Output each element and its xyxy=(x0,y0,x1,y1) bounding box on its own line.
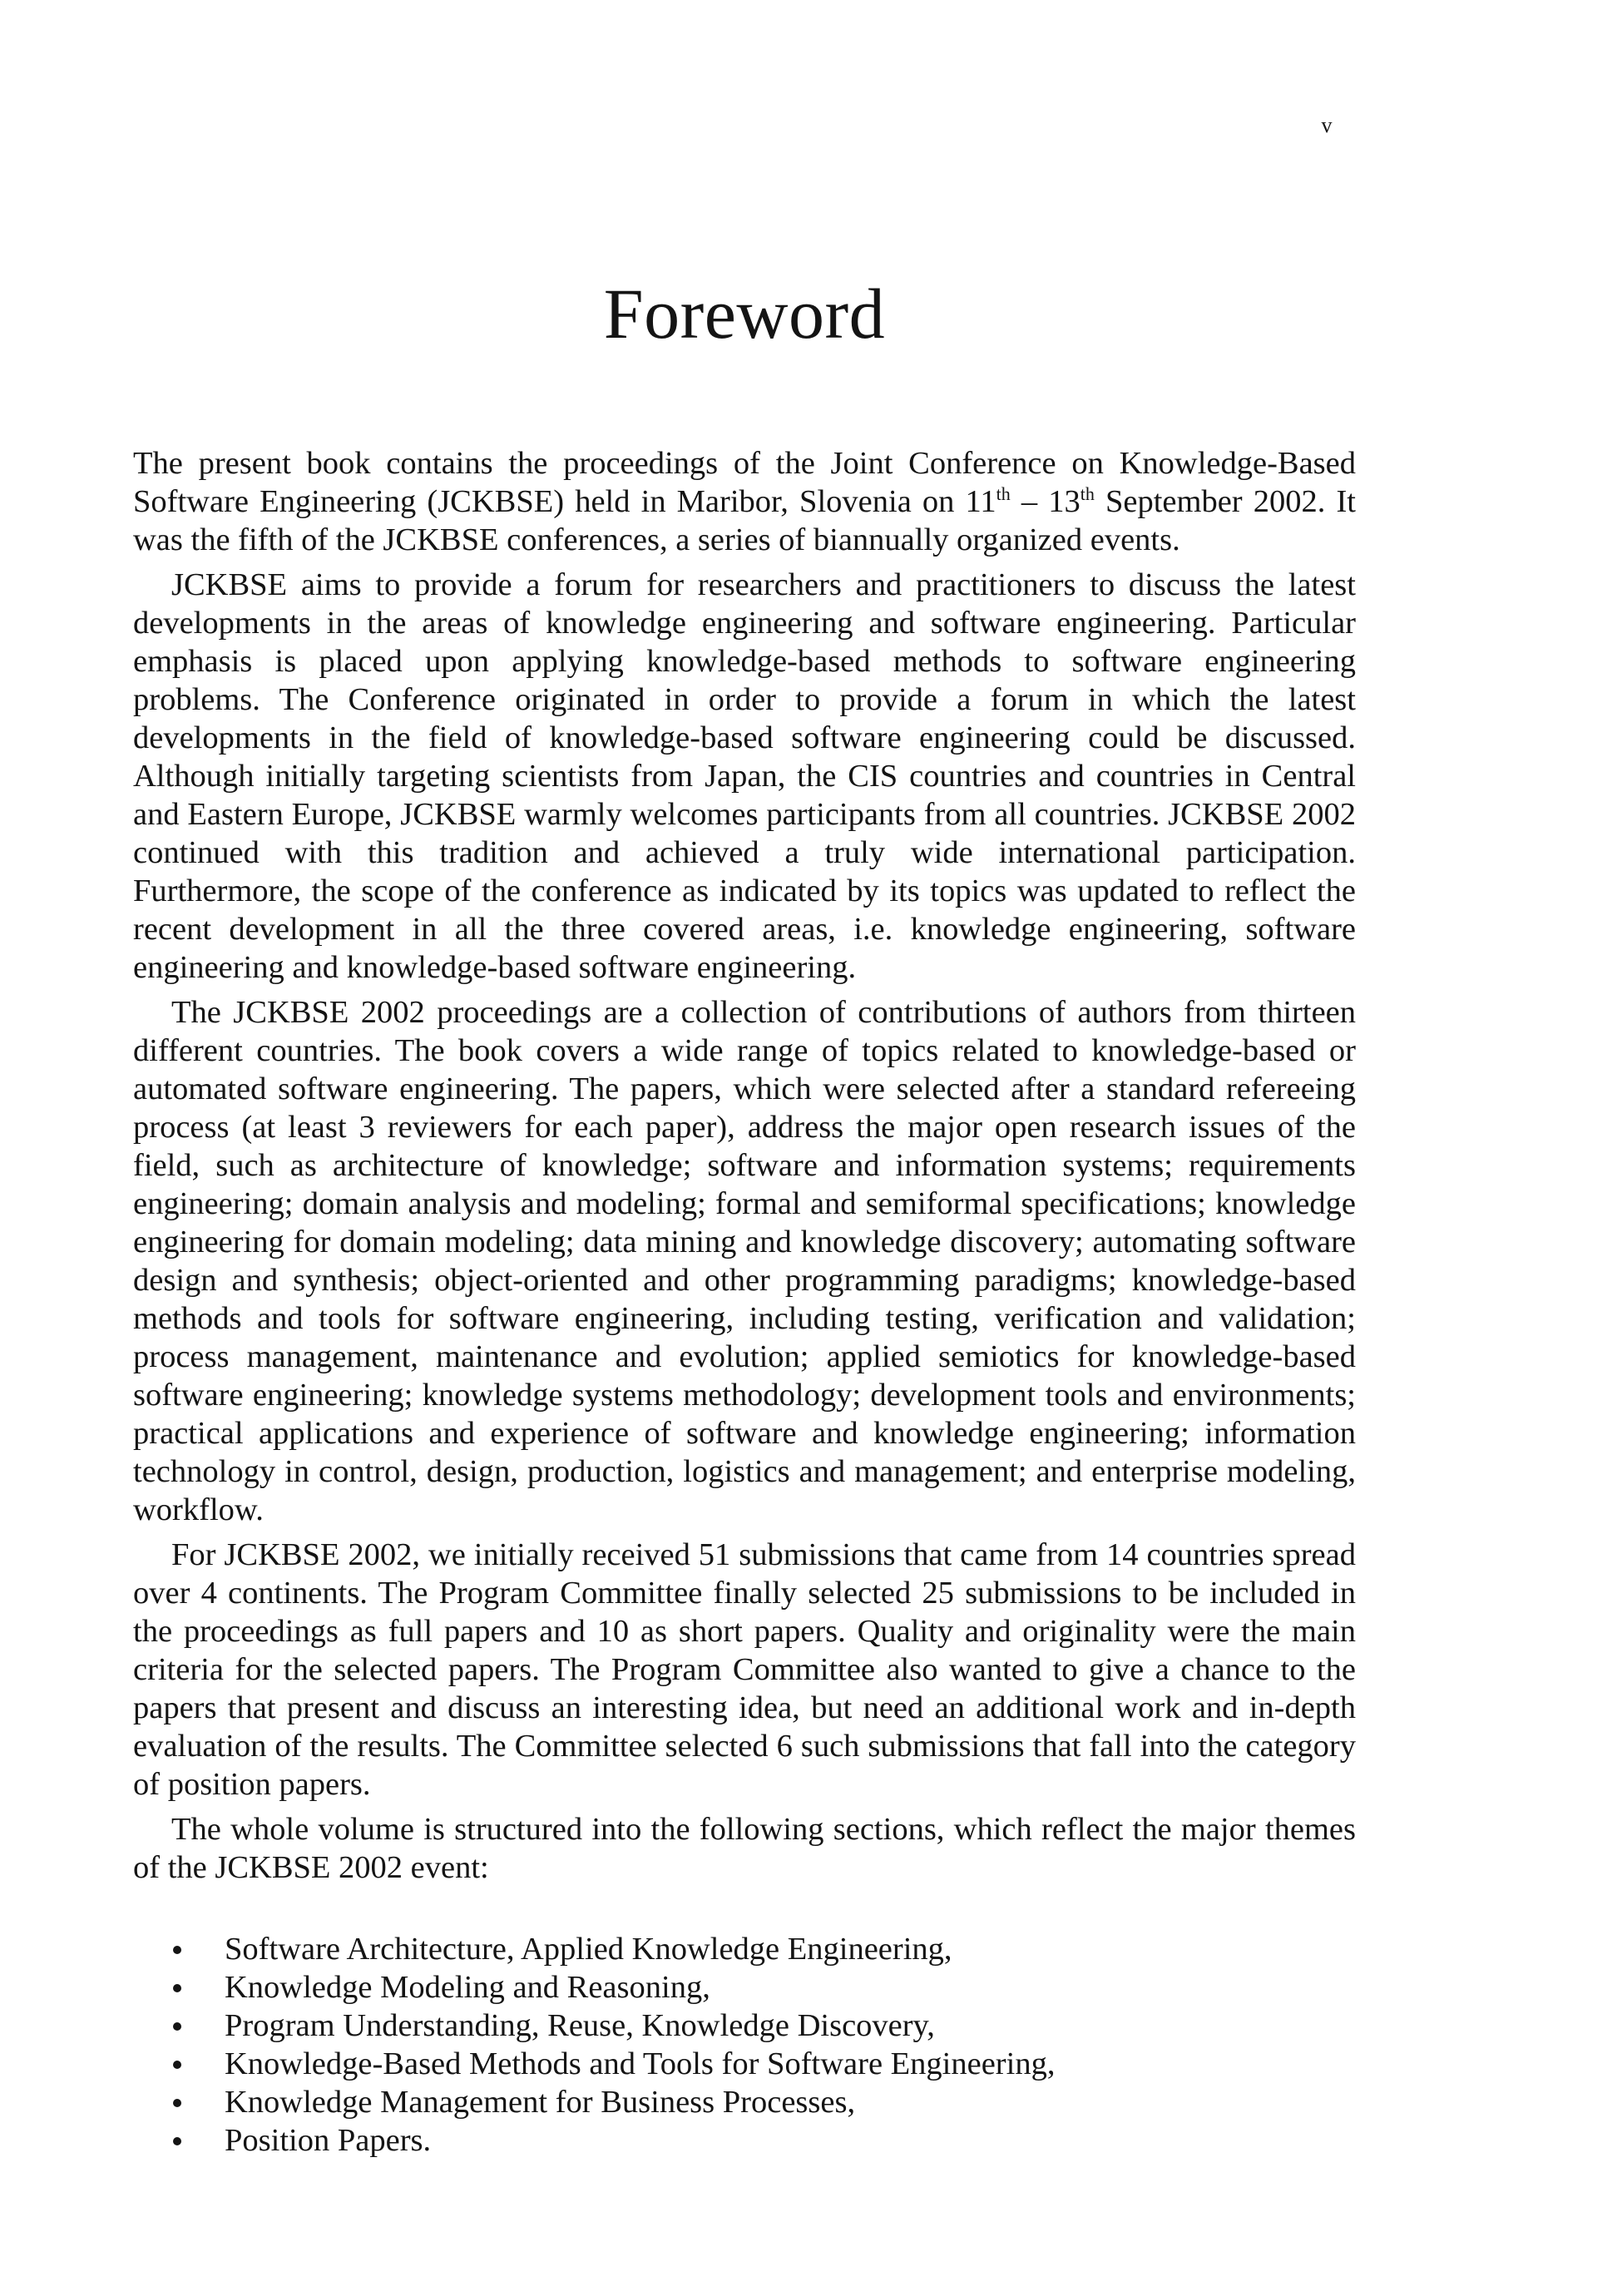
bullet-icon xyxy=(173,2022,181,2031)
paragraph-aims: JCKBSE aims to provide a forum for researchers and practitioners to discuss the latest developments in the areas of knowledge engineering and software engineering. Particular emphasis is placed upon applying knowledge-based methods to software engineering problems. The Conference originated in order to provide a forum in which the latest developments in the field of knowledge-based software engineering could be discussed. Although initially targeting scientists from Japan, the CIS countries and countries in Central and Eastern Europe, JCKBSE warmly welcomes participants from all countries. JCKBSE 2002 continued with this tradition and achieved a truly wide international participation. Furthermore, the scope of the conference as indicated by its topics was updated to reflect the recent development in all the three covered areas, i.e. knowledge engineering, software engineering and knowledge-based software engineering. xyxy=(133,567,1356,985)
section-label: Position Papers. xyxy=(225,2123,432,2158)
section-label: Knowledge Modeling and Reasoning, xyxy=(225,1970,710,2005)
paragraph-intro xyxy=(133,444,1356,559)
paragraph-intro-text-1: The present book contains the proceedings of the Joint Conference on Knowledge-Based Software Engineering (JCKBSE) held in Maribor, Slovenia on 11 xyxy=(133,446,1356,519)
page-title: Foreword xyxy=(603,274,886,354)
sections-list xyxy=(133,1930,1356,2160)
section-label: Knowledge-Based Methods and Tools for Software Engineering, xyxy=(225,2046,1056,2081)
list-item xyxy=(133,2083,1356,2121)
bullet-icon xyxy=(173,2061,181,2069)
superscript-th-1: th xyxy=(996,483,1011,504)
paragraph-intro-text-2: – 13 xyxy=(1010,484,1081,519)
list-item xyxy=(133,2121,1356,2160)
list-item xyxy=(133,1930,1356,1968)
list-item xyxy=(133,1968,1356,2007)
foreword-body xyxy=(133,444,1356,2160)
section-label: Program Understanding, Reuse, Knowledge Discovery, xyxy=(225,2008,935,2043)
section-label: Knowledge Management for Business Processes, xyxy=(225,2085,856,2120)
superscript-th-2: th xyxy=(1080,483,1095,504)
bullet-icon xyxy=(173,1984,181,1992)
paragraph-intro-text-3: September 2002. It was the fifth of the JCKBSE conferences, a series of biannually organized events. xyxy=(133,484,1356,557)
bullet-icon xyxy=(173,2099,181,2107)
bullet-icon xyxy=(173,2137,181,2145)
paragraph-proceedings: The JCKBSE 2002 proceedings are a collection of contributions of authors from thirteen different countries. The book covers a wide range of topics related to knowledge-based or automated software engineering. The papers, which were selected after a standard refereeing process (at least 3 reviewers for each paper), address the major open research issues of the field, such as architecture of knowledge; software and information systems; requirements engineering; domain analysis and modeling; formal and semiformal specifications; knowledge engineering for domain modeling; data mining and knowledge discovery; automating software design and synthesis; object-oriented and other programming paradigms; knowledge-based methods and tools for software engineering, including testing, verification and validation; process management, maintenance and evolution; applied semiotics for knowledge-based software engineering; knowledge systems methodology; development tools and environments; practical applications and experience of software and knowledge engineering; information technology in control, design, production, logistics and management; and enterprise modeling, workflow. xyxy=(133,995,1356,1527)
paragraph-structure: The whole volume is structured into the following sections, which reflect the major themes of the JCKBSE 2002 event: xyxy=(133,1812,1356,1885)
list-item xyxy=(133,2007,1356,2045)
bullet-icon xyxy=(173,1946,181,1954)
paragraph-submissions: For JCKBSE 2002, we initially received 51 submissions that came from 14 countries spread over 4 continents. The Program Committee finally selected 25 submissions to be included in the proceedings as full papers and 10 as short papers. Quality and originality were the main criteria for the selected papers. The Program Committee also wanted to give a chance to the papers that present and discuss an interesting idea, but need an additional work and in-depth evaluation of the results. The Committee selected 6 such submissions that fall into the category of position papers. xyxy=(133,1537,1356,1802)
page-number: v xyxy=(1321,113,1333,137)
section-label: Software Architecture, Applied Knowledge Engineering, xyxy=(225,1932,952,1967)
list-item xyxy=(133,2045,1356,2083)
